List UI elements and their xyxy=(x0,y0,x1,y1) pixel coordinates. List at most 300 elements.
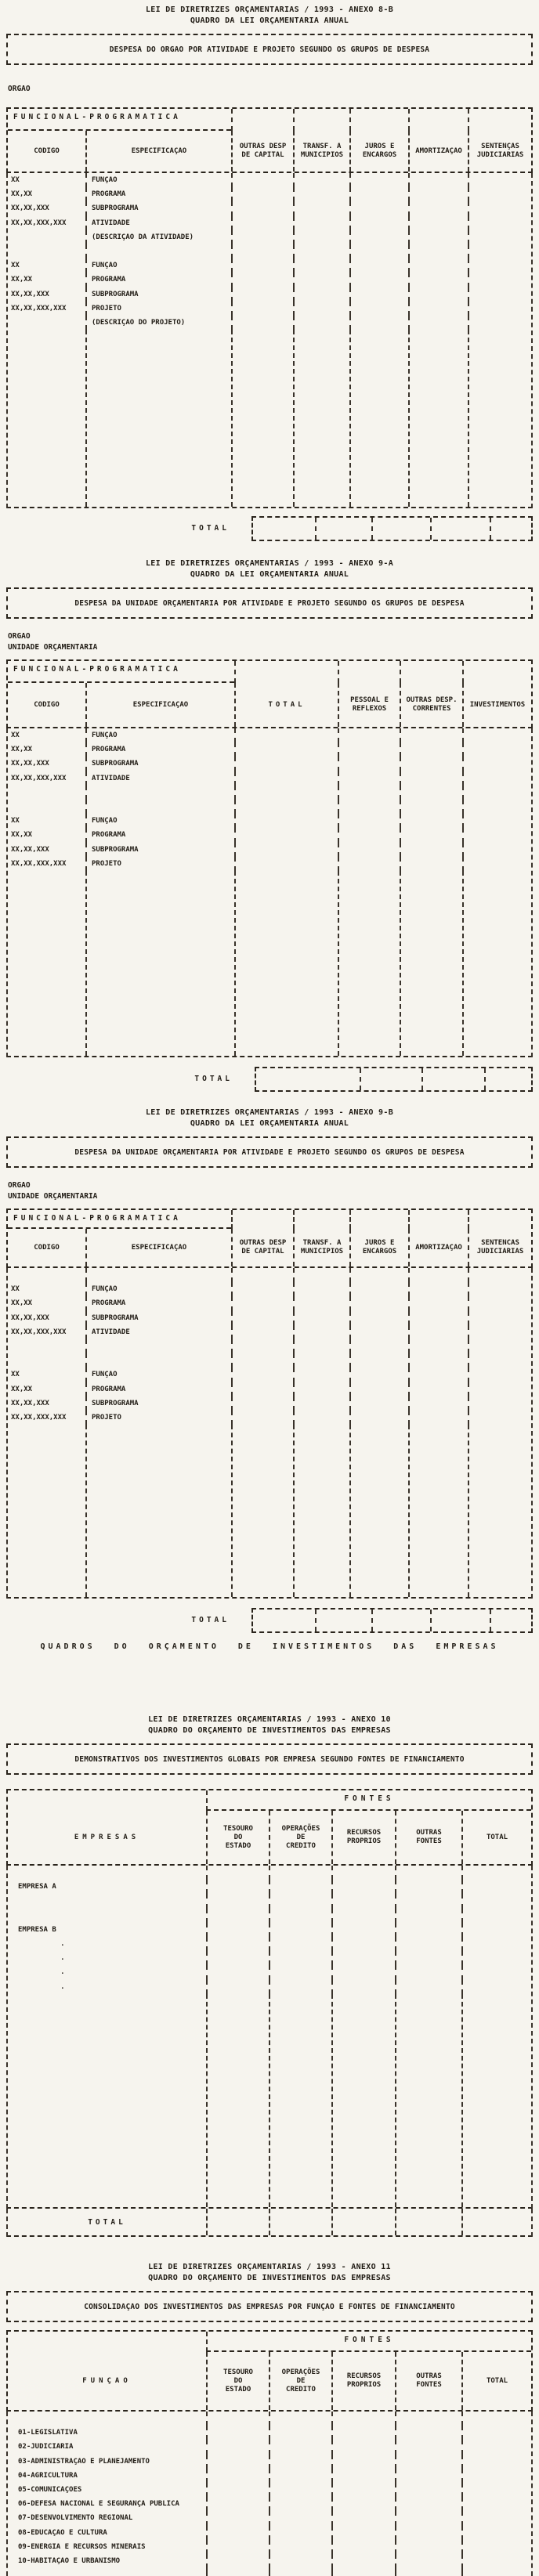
table-row xyxy=(8,1980,531,1994)
column-header-recursos-proprios: RECURSOS PROPRIOS xyxy=(331,2352,395,2410)
cell-empty xyxy=(293,1339,349,1353)
cell-empty xyxy=(206,2540,269,2554)
cell-empty xyxy=(408,244,468,258)
cell-empty xyxy=(461,1909,531,1923)
cell-empty xyxy=(293,244,349,258)
cell-empty xyxy=(349,1367,408,1382)
table-row xyxy=(8,800,531,814)
table-row xyxy=(8,771,531,786)
cell-empty xyxy=(331,2526,395,2540)
header-empty-cell xyxy=(231,1210,293,1229)
table-row xyxy=(8,2412,531,2426)
cell-funcao: 04-AGRICULTURA xyxy=(18,2471,78,2480)
cell-empresa: . xyxy=(18,1939,65,1948)
cell-empty xyxy=(462,814,531,828)
cell-empty xyxy=(293,173,349,187)
cell-empty xyxy=(338,843,400,857)
cell-codigo xyxy=(8,230,85,244)
cell-empty xyxy=(349,1396,408,1411)
cell-empty xyxy=(400,857,462,871)
cell-empty xyxy=(468,1353,531,1367)
cell-codigo xyxy=(8,1268,85,1282)
cell-empty xyxy=(468,1367,531,1382)
cell-empty xyxy=(462,742,531,757)
cell-empty xyxy=(331,1965,395,1979)
column-header-codigo: CODIGO xyxy=(34,700,60,709)
cell-empty xyxy=(468,1382,531,1396)
cell-empty xyxy=(468,316,531,330)
cell-empty xyxy=(269,1880,331,1894)
section-anexo-9b xyxy=(0,1107,539,1633)
cell-empty xyxy=(408,1353,468,1367)
cell-empty xyxy=(234,800,338,814)
cell-empty xyxy=(461,2554,531,2568)
cell-funcao: 03-ADMINISTRAÇAO E PLANEJAMENTO xyxy=(18,2457,150,2466)
column-header-tesouro-estado: TESOURO DO ESTADO xyxy=(206,1811,269,1864)
cell-empty xyxy=(269,2540,331,2554)
cell-especificacao: FUNÇAO xyxy=(85,814,234,828)
cell-empty xyxy=(462,728,531,742)
cell-empty xyxy=(462,771,531,786)
section4-title: LEI DE DIRETRIZES ORÇAMENTARIAS / 1993 - ANEXO 10 xyxy=(148,1715,391,1724)
cell-empty xyxy=(461,1951,531,1965)
cell-empty xyxy=(468,1325,531,1339)
cell-empty xyxy=(400,800,462,814)
cell-empty xyxy=(269,2455,331,2469)
column-header-tesouro-estado: TESOURO DO ESTADO xyxy=(206,2352,269,2410)
cell-empty xyxy=(395,2455,461,2469)
table-blank-area xyxy=(8,2568,531,2576)
header-empty-cell xyxy=(408,109,468,131)
cell-empty xyxy=(461,2511,531,2525)
total-label: TOTAL xyxy=(88,2217,126,2227)
cell-empty xyxy=(231,230,293,244)
cell-empty xyxy=(408,1296,468,1310)
cell-especificacao: SUBPROGRAMA xyxy=(85,1396,231,1411)
cell-empty xyxy=(331,2440,395,2454)
total-cell xyxy=(206,2209,269,2235)
cell-codigo: XX xyxy=(11,176,20,184)
cell-empty xyxy=(349,1268,408,1282)
table-row xyxy=(8,316,531,330)
table-row xyxy=(8,230,531,244)
cell-empty xyxy=(468,302,531,316)
cell-empty xyxy=(293,1268,349,1282)
cell-codigo: XX,XX,XXX,XXX xyxy=(11,1328,67,1336)
cell-especificacao: SUBPROGRAMA xyxy=(85,843,234,857)
cell-empty xyxy=(408,302,468,316)
table-body xyxy=(6,2412,533,2576)
cell-empty xyxy=(293,1311,349,1325)
cell-empty xyxy=(331,2469,395,2483)
section-anexo-9a xyxy=(0,558,539,1092)
cell-empty xyxy=(338,800,400,814)
table-row xyxy=(8,201,531,215)
table-row xyxy=(8,786,531,800)
cell-empty xyxy=(349,287,408,302)
cell-codigo: XX,XX xyxy=(11,831,33,840)
cell-empty xyxy=(206,1980,269,1994)
cell-empty xyxy=(408,230,468,244)
cell-empty xyxy=(395,2497,461,2511)
table-row xyxy=(8,2554,531,2568)
table-row xyxy=(8,814,531,828)
cell-codigo: XX,XX,XXX,XXX xyxy=(11,219,67,227)
table-row xyxy=(8,1866,531,1880)
cell-empty xyxy=(462,828,531,842)
cell-empty xyxy=(206,2455,269,2469)
cell-empty xyxy=(395,2540,461,2554)
cell-empty xyxy=(408,1311,468,1325)
total-row xyxy=(6,2209,533,2237)
table-despesa-orgao xyxy=(6,107,533,541)
cell-especificacao: SUBPROGRAMA xyxy=(85,1311,231,1325)
cell-empty xyxy=(408,1382,468,1396)
table-row xyxy=(8,828,531,842)
orgao-block xyxy=(8,631,539,653)
column-header-total: TOTAL xyxy=(461,1811,531,1864)
table-row xyxy=(8,1894,531,1908)
cell-funcao: 02-JUDICIARIA xyxy=(18,2443,74,2451)
quadros-investimentos-heading: QUADROS DO ORÇAMENTO DE INVESTIMENTOS DAS EMPRESAS xyxy=(40,1642,499,1651)
cell-empty xyxy=(293,1325,349,1339)
cell-especificacao: ATIVIDADE xyxy=(85,216,231,230)
cell-empty xyxy=(468,244,531,258)
cell-codigo xyxy=(8,1353,85,1367)
column-header-outras-desp-capital: OUTRAS DESP DE CAPITAL xyxy=(231,1229,293,1266)
table-row xyxy=(8,2440,531,2454)
total-cell xyxy=(360,1068,421,1090)
cell-especificacao: PROGRAMA xyxy=(85,273,231,287)
cell-empty xyxy=(234,857,338,871)
cell-empty xyxy=(269,1980,331,1994)
column-header-investimentos: INVESTIMENTOS xyxy=(462,683,531,727)
cell-especificacao: FUNÇAO xyxy=(85,1282,231,1296)
table-row xyxy=(8,2455,531,2469)
cell-empty xyxy=(206,2554,269,2568)
orgao-label: ORGAO xyxy=(8,632,31,641)
cell-funcao: 06-DEFESA NACIONAL E SEGURANÇA PUBLICA xyxy=(18,2500,179,2509)
column-header-funcao: FUNÇAO xyxy=(82,2376,132,2385)
cell-empty xyxy=(468,273,531,287)
cell-empty xyxy=(349,173,408,187)
cell-empty xyxy=(408,273,468,287)
cell-empty xyxy=(468,1282,531,1296)
cell-empty xyxy=(234,728,338,742)
table-blank-area xyxy=(8,1994,531,2207)
cell-empty xyxy=(234,828,338,842)
cell-empty xyxy=(231,1296,293,1310)
cell-empty xyxy=(395,2526,461,2540)
cell-empty xyxy=(331,1909,395,1923)
cell-empty xyxy=(206,1894,269,1908)
cell-empty xyxy=(349,302,408,316)
cell-empty xyxy=(293,216,349,230)
banner-text: DESPESA DA UNIDADE ORÇAMENTARIA POR ATIVIDADE E PROJETO SEGUNDO OS GRUPOS DE DESPESA xyxy=(74,1147,465,1157)
orgao-block xyxy=(8,84,539,95)
cell-especificacao: PROGRAMA xyxy=(85,828,234,842)
table-row xyxy=(8,742,531,757)
column-header-outras-fontes: OUTRAS FONTES xyxy=(395,1811,461,1864)
cell-empty xyxy=(468,187,531,201)
cell-empty xyxy=(468,1268,531,1282)
cell-empty xyxy=(269,2469,331,2483)
fontes-group-header: FONTES xyxy=(206,2332,531,2352)
cell-empty xyxy=(395,1951,461,1965)
cell-empty xyxy=(293,302,349,316)
section1-subtitle: QUADRO DA LEI ORÇAMENTARIA ANUAL xyxy=(190,16,349,25)
cell-codigo: XX,XX,XXX xyxy=(11,290,49,298)
cell-empty xyxy=(408,1325,468,1339)
cell-especificacao xyxy=(85,1353,231,1367)
funcional-programatica-header: FUNCIONAL-PROGRAMATICA xyxy=(8,1210,231,1229)
section4-subtitle: QUADRO DO ORÇAMENTO DE INVESTIMENTOS DAS EMPRESAS xyxy=(148,1726,391,1735)
cell-codigo: XX,XX xyxy=(11,746,33,754)
cell-empty xyxy=(331,2511,395,2525)
column-header-especificacao: ESPECIFICAÇAO xyxy=(85,683,234,727)
cell-empty xyxy=(331,1937,395,1951)
column-header-outras-desp-correntes: OUTRAS DESP. CORRENTES xyxy=(400,683,462,727)
cell-empty xyxy=(206,2526,269,2540)
cell-empty xyxy=(468,1411,531,1425)
column-header-total: TOTAL xyxy=(234,683,338,727)
cell-empty xyxy=(408,1339,468,1353)
table-despesa-unidade-9b xyxy=(6,1209,533,1633)
cell-empty xyxy=(231,244,293,258)
cell-empty xyxy=(408,287,468,302)
column-header-transf-municipios: TRANSF. A MUNICIPIOS xyxy=(293,131,349,172)
cell-funcao: 07-DESENVOLVIMENTO REGIONAL xyxy=(18,2514,133,2523)
cell-especificacao: PROJETO xyxy=(85,1411,231,1425)
table-row xyxy=(8,1282,531,1296)
column-header-especificacao: ESPECIFICAÇAO xyxy=(85,131,231,172)
cell-empty xyxy=(293,1367,349,1382)
cell-empty xyxy=(395,1965,461,1979)
cell-empty xyxy=(293,258,349,273)
cell-empty xyxy=(408,201,468,215)
cell-funcao: 01-LEGISLATIVA xyxy=(18,2429,78,2437)
banner-text: DESPESA DA UNIDADE ORÇAMENTARIA POR ATIVIDADE E PROJETO SEGUNDO OS GRUPOS DE DESPESA xyxy=(74,598,465,608)
section1-title: LEI DE DIRETRIZES ORÇAMENTARIAS / 1993 - ANEXO 8-B xyxy=(145,5,394,14)
cell-empty xyxy=(461,2540,531,2554)
cell-empty xyxy=(206,2426,269,2440)
cell-empty xyxy=(400,728,462,742)
cell-empty xyxy=(231,1268,293,1282)
cell-empty xyxy=(331,2426,395,2440)
table-consolidacao-funcao xyxy=(6,2330,533,2576)
cell-codigo: XX,XX,XXX xyxy=(11,204,49,213)
table-row xyxy=(8,258,531,273)
table-row xyxy=(8,1951,531,1965)
cell-empty xyxy=(331,2412,395,2426)
cell-empty xyxy=(206,1923,269,1937)
column-header-total: TOTAL xyxy=(461,2352,531,2410)
cell-empty xyxy=(293,316,349,330)
table-row xyxy=(8,2483,531,2497)
table-row xyxy=(8,1325,531,1339)
table-row xyxy=(8,1339,531,1353)
cell-empty xyxy=(461,2440,531,2454)
cell-empty xyxy=(269,2497,331,2511)
header-empty-cell xyxy=(338,661,400,683)
total-row xyxy=(6,1608,533,1633)
total-cell xyxy=(269,2209,331,2235)
cell-empty xyxy=(349,1411,408,1425)
cell-empty xyxy=(231,273,293,287)
cell-empty xyxy=(468,287,531,302)
column-header-amortizacao: AMORTIZAÇAO xyxy=(408,131,468,172)
cell-especificacao xyxy=(85,244,231,258)
cell-empty xyxy=(461,2426,531,2440)
section5-title: LEI DE DIRETRIZES ORÇAMENTARIAS / 1993 - ANEXO 11 xyxy=(148,2263,391,2271)
cell-empty xyxy=(461,2469,531,2483)
cell-empty xyxy=(468,216,531,230)
section3-banner xyxy=(6,1136,533,1168)
cell-empty xyxy=(331,2497,395,2511)
section-anexo-10 xyxy=(0,1714,539,2237)
table-body xyxy=(6,728,533,1057)
cell-empty xyxy=(331,2455,395,2469)
cell-empty xyxy=(461,1894,531,1908)
cell-empty xyxy=(269,1894,331,1908)
table-row xyxy=(8,244,531,258)
cell-empresa: . xyxy=(18,1968,65,1977)
cell-codigo xyxy=(8,800,85,814)
section-anexo-8b xyxy=(0,5,539,541)
cell-empty xyxy=(349,187,408,201)
cell-empty xyxy=(349,1282,408,1296)
cell-empresa: . xyxy=(18,1982,65,1991)
column-header-sentencas: SENTENCAS JUDICIARIAS xyxy=(468,1229,531,1266)
column-header-juros-encargos: JUROS E ENCARGOS xyxy=(349,1229,408,1266)
cell-codigo: XX xyxy=(11,1371,20,1379)
cell-especificacao: SUBPROGRAMA xyxy=(85,287,231,302)
cell-empty xyxy=(293,1396,349,1411)
cell-codigo: XX,XX,XXX xyxy=(11,760,49,768)
cell-empty xyxy=(231,201,293,215)
cell-empresa xyxy=(8,1894,206,1908)
table-row xyxy=(8,2526,531,2540)
cell-empty xyxy=(331,1980,395,1994)
cell-empty xyxy=(293,201,349,215)
total-cell xyxy=(395,2209,461,2235)
cell-empty xyxy=(400,843,462,857)
cell-empty xyxy=(293,187,349,201)
cell-especificacao: FUNÇAO xyxy=(85,1367,231,1382)
table-header xyxy=(6,1789,533,1866)
cell-empty xyxy=(395,1923,461,1937)
column-header-pessoal-reflexos: PESSOAL E REFLEXOS xyxy=(338,683,400,727)
column-header-juros-encargos: JUROS E ENCARGOS xyxy=(349,131,408,172)
cell-especificacao: PROGRAMA xyxy=(85,1296,231,1310)
cell-empty xyxy=(206,2412,269,2426)
cell-empty xyxy=(349,1325,408,1339)
total-row xyxy=(6,1067,533,1092)
cell-codigo: XX xyxy=(11,1285,20,1294)
header-empty-cell xyxy=(462,661,531,683)
banner-text: CONSOLIDAÇAO DOS INVESTIMENTOS DAS EMPRESAS POR FUNÇAO E FONTES DE FINANCIAMENTO xyxy=(84,2302,455,2311)
cell-empty xyxy=(293,1382,349,1396)
cell-empty xyxy=(331,1880,395,1894)
table-body xyxy=(6,1268,533,1599)
cell-empty xyxy=(206,1937,269,1951)
section2-banner xyxy=(6,587,533,619)
cell-empty xyxy=(338,728,400,742)
cell-empty xyxy=(269,2554,331,2568)
cell-empty xyxy=(234,771,338,786)
cell-empty xyxy=(461,1923,531,1937)
total-row xyxy=(6,516,533,541)
column-header-codigo: CODIGO xyxy=(34,1243,60,1252)
cell-codigo: XX,XX xyxy=(11,1299,33,1308)
cell-empty xyxy=(338,742,400,757)
cell-empty xyxy=(231,1339,293,1353)
header-empty-cell xyxy=(408,1210,468,1229)
cell-codigo: XX xyxy=(11,262,20,270)
header-empty-cell xyxy=(8,2332,206,2352)
cell-empty xyxy=(269,1965,331,1979)
total-cell xyxy=(331,2209,395,2235)
cell-empty xyxy=(461,1866,531,1880)
cell-empty xyxy=(231,1325,293,1339)
cell-empty xyxy=(400,828,462,842)
cell-empty xyxy=(349,1296,408,1310)
cell-empty xyxy=(293,287,349,302)
total-cell xyxy=(490,518,531,540)
cell-empresa xyxy=(8,1909,206,1923)
table-row xyxy=(8,1909,531,1923)
cell-empty xyxy=(231,1367,293,1382)
total-cell xyxy=(371,518,430,540)
cell-empty xyxy=(331,2554,395,2568)
cell-codigo: XX,XX,XXX,XXX xyxy=(11,1413,67,1422)
cell-empty xyxy=(293,1296,349,1310)
cell-especificacao: PROGRAMA xyxy=(85,742,234,757)
table-row xyxy=(8,2469,531,2483)
funcional-programatica-header: FUNCIONAL-PROGRAMATICA xyxy=(8,109,231,131)
cell-empty xyxy=(338,814,400,828)
table-row xyxy=(8,1923,531,1937)
fontes-group-header: FONTES xyxy=(206,1790,531,1811)
table-row xyxy=(8,728,531,742)
cell-empty xyxy=(206,1880,269,1894)
cell-codigo xyxy=(8,1339,85,1353)
cell-empty xyxy=(293,1353,349,1367)
cell-especificacao: FUNÇAO xyxy=(85,173,231,187)
cell-empty xyxy=(461,2455,531,2469)
cell-empty xyxy=(468,1311,531,1325)
total-cell xyxy=(484,1068,531,1090)
cell-especificacao: FUNÇAO xyxy=(85,728,234,742)
cell-especificacao: FUNÇAO xyxy=(85,258,231,273)
cell-empty xyxy=(462,786,531,800)
total-cell xyxy=(256,1068,360,1090)
cell-empty xyxy=(408,1268,468,1282)
total-cell xyxy=(430,1610,490,1631)
cell-empty xyxy=(231,173,293,187)
table-blank-area xyxy=(8,330,531,507)
cell-empty xyxy=(269,1909,331,1923)
cell-empty xyxy=(206,1965,269,1979)
total-label: TOTAL xyxy=(191,1616,230,1624)
cell-especificacao: (DESCRIÇAO DA ATIVIDADE) xyxy=(85,230,231,244)
table-row xyxy=(8,273,531,287)
total-label: TOTAL xyxy=(194,1075,233,1083)
cell-empty xyxy=(234,742,338,757)
cell-codigo: XX,XX,XXX,XXX xyxy=(11,304,67,313)
cell-empty xyxy=(231,1382,293,1396)
table-row xyxy=(8,1411,531,1425)
